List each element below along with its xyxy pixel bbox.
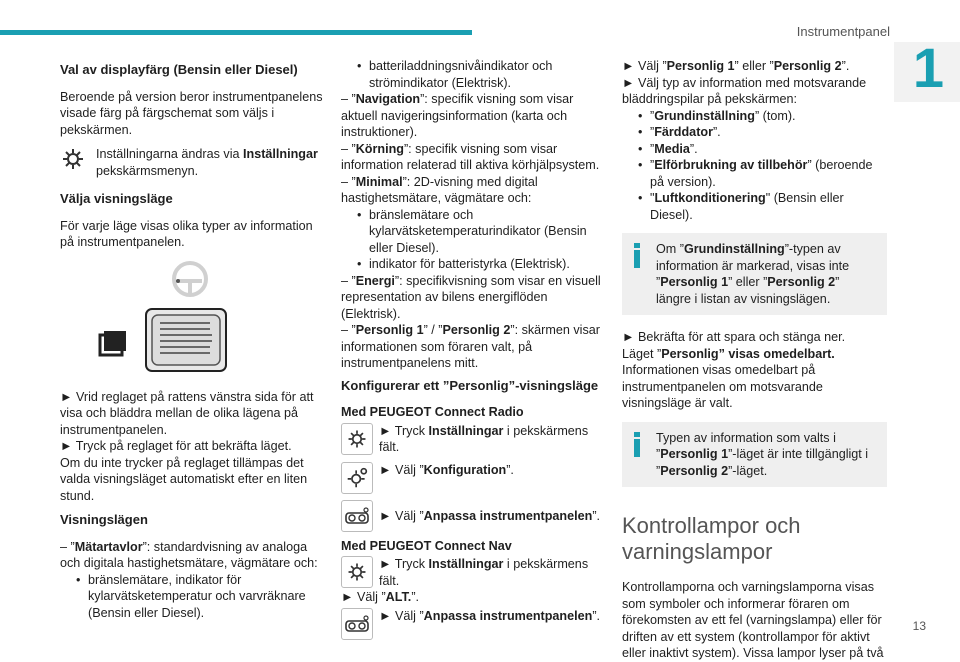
heading-connect-nav: Med PEUGEOT Connect Nav — [341, 538, 512, 553]
list-item: • "Luftkonditionering" (Bensin eller Diesel). — [630, 190, 887, 223]
list-item: • ”Grundinställning” (tom). — [630, 108, 887, 125]
page-number: 13 — [912, 618, 926, 633]
list-item: • ”Färddator”. — [630, 124, 887, 141]
radio-step-3: ► Välj ”Anpassa instrumentpanelen”. — [341, 500, 606, 532]
heading-configure-personal: Konfigurerar ett ”Personlig”-visningsläge — [341, 377, 599, 393]
nav-step-3: ► Välj ”Anpassa instrumentpanelen”. — [341, 608, 606, 640]
gear-icon — [60, 146, 90, 177]
list-item: • ”Elförbrukning av tillbehör” (beroende på version). — [630, 157, 887, 190]
column-1 — [60, 58, 325, 621]
gear-icon — [341, 556, 373, 588]
info-note-availability: Typen av information som valts i ”Personlig 1”-läget är inte tillgängligt i ”Personlig 2”-läget. — [622, 422, 887, 488]
header-title: Instrumentpanel — [796, 24, 890, 39]
list-item: • batteriladdningsnivåindikator och strömindikator (Elektrisk). — [349, 58, 606, 91]
personal-state-detail: Informationen visas omedelbart på instrumentpanelen om motsvarande visningsläge är valt. — [622, 363, 823, 410]
step-auto: Om du inte trycker på reglaget tillämpas det valda visningsläget automatiskt efter en liten stund. — [60, 455, 308, 503]
steering-wheel-icon — [60, 259, 325, 379]
nav-step-1: ► Tryck Inställningar i pekskärmens fält. — [341, 556, 606, 589]
paragraph-select-mode: För varje läge visas olika typer av information på instrumentpanelen. — [60, 218, 313, 249]
instrument-panel-icon — [341, 500, 373, 532]
section-title-warning-lamps: Kontrollampor och varningslampor — [622, 513, 801, 564]
header-accent-bar — [0, 30, 472, 35]
heading-select-mode: Välja visningsläge — [60, 191, 173, 206]
heading-display-color: Val av displayfärg (Bensin eller Diesel) — [60, 62, 298, 77]
mode-energy: – ”Energi”: specifikvisning som visar en visuell representation av bilens energiflöden (Elektrisk). — [341, 273, 601, 321]
dials-bullets-cont — [341, 58, 606, 91]
mode-driving: – ”Körning”: specifik visning som visar information relaterad till aktiva körhjälpsystem. — [341, 141, 600, 172]
step-press: ► Tryck på reglaget för att bekräfta läget. — [60, 439, 292, 453]
list-item: • bränslemätare och kylarvätsketemperaturindikator (Bensin eller Diesel). — [349, 207, 606, 257]
instrument-panel-icon — [341, 608, 373, 640]
settings-text: Inställningarna ändras via Inställningar pekskärmsmenyn. — [96, 147, 318, 178]
chapter-number: 1 — [912, 36, 944, 99]
paragraph-warning-lamps: Kontrollamporna och varningslamporna visas som symboler och informerar föraren om förekomsten av ett fel (varningslampa) eller för driften av ett system (kontrollampor för aktivt eller inaktivt system). Vissa lampor lyser på två — [622, 580, 884, 660]
select-personal-step: ► Välj ”Personlig 1” eller ”Personlig 2”. — [622, 59, 850, 73]
info-icon — [634, 432, 640, 457]
column-2 — [341, 58, 606, 646]
minimal-bullets — [341, 207, 606, 273]
step-rotate: ► Vrid reglaget på rattens vänstra sida för att visa och bläddra mellan de olika lägena på instrumentpanelen. — [60, 389, 314, 437]
dials-bullets — [60, 572, 325, 622]
radio-step-2: ► Välj ”Konfiguration”. — [341, 462, 606, 494]
select-type-step: ► Välj typ av information med motsvarande bläddringspilar på pekskärmen: — [622, 75, 867, 106]
mode-minimal: – ”Minimal”: 2D-visning med digital hastighetsmätare, vägmätare och: — [341, 174, 538, 205]
settings-note — [60, 146, 325, 179]
list-item: • ”Media”. — [630, 141, 887, 158]
radio-step-1: ► Tryck Inställningar i pekskärmens fält. — [341, 423, 606, 456]
heading-display-modes: Visningslägen — [60, 512, 148, 527]
mode-dials: – ”Mätartavlor”: standardvisning av analoga och digitala hastighetsmätare, vägmätare och: — [60, 539, 318, 570]
info-type-list — [622, 108, 887, 224]
info-icon — [634, 243, 640, 268]
list-item: • bränslemätare, indikator för kylarvätsketemperatur och varvräknare (Bensin eller Diesel). — [68, 572, 325, 622]
gear-icon — [341, 423, 373, 455]
list-item: • indikator för batteristyrka (Elektrisk). — [349, 256, 606, 273]
configuration-icon — [341, 462, 373, 494]
paragraph-display-color: Beroende på version beror instrumentpanelens visade färg på färgschemat som väljs i pekskärmen. — [60, 89, 323, 137]
mode-navigation: – ”Navigation”: specifik visning som visar aktuell navigeringsinformation (karta och instruktioner). — [341, 92, 574, 139]
heading-connect-radio: Med PEUGEOT Connect Radio — [341, 405, 524, 419]
nav-step-2: ► Välj ”ALT.”. — [341, 590, 420, 604]
confirm-step: ► Bekräfta för att spara och stänga ner. — [622, 330, 846, 344]
mode-personal: – ”Personlig 1” / ”Personlig 2”: skärmen visar informationen som föraren valt, på instrumentpanelens mitt. — [341, 323, 600, 370]
column-3 — [622, 58, 887, 662]
info-note-default: Om ”Grundinställning”-typen av information är markerad, visas inte ”Personlig 1” eller ”Personlig 2” längre i listan av visningslägen. — [622, 233, 887, 315]
personal-state: Läget ”Personlig” visas omedelbart. — [622, 346, 835, 361]
steering-control-illustration — [60, 259, 325, 379]
